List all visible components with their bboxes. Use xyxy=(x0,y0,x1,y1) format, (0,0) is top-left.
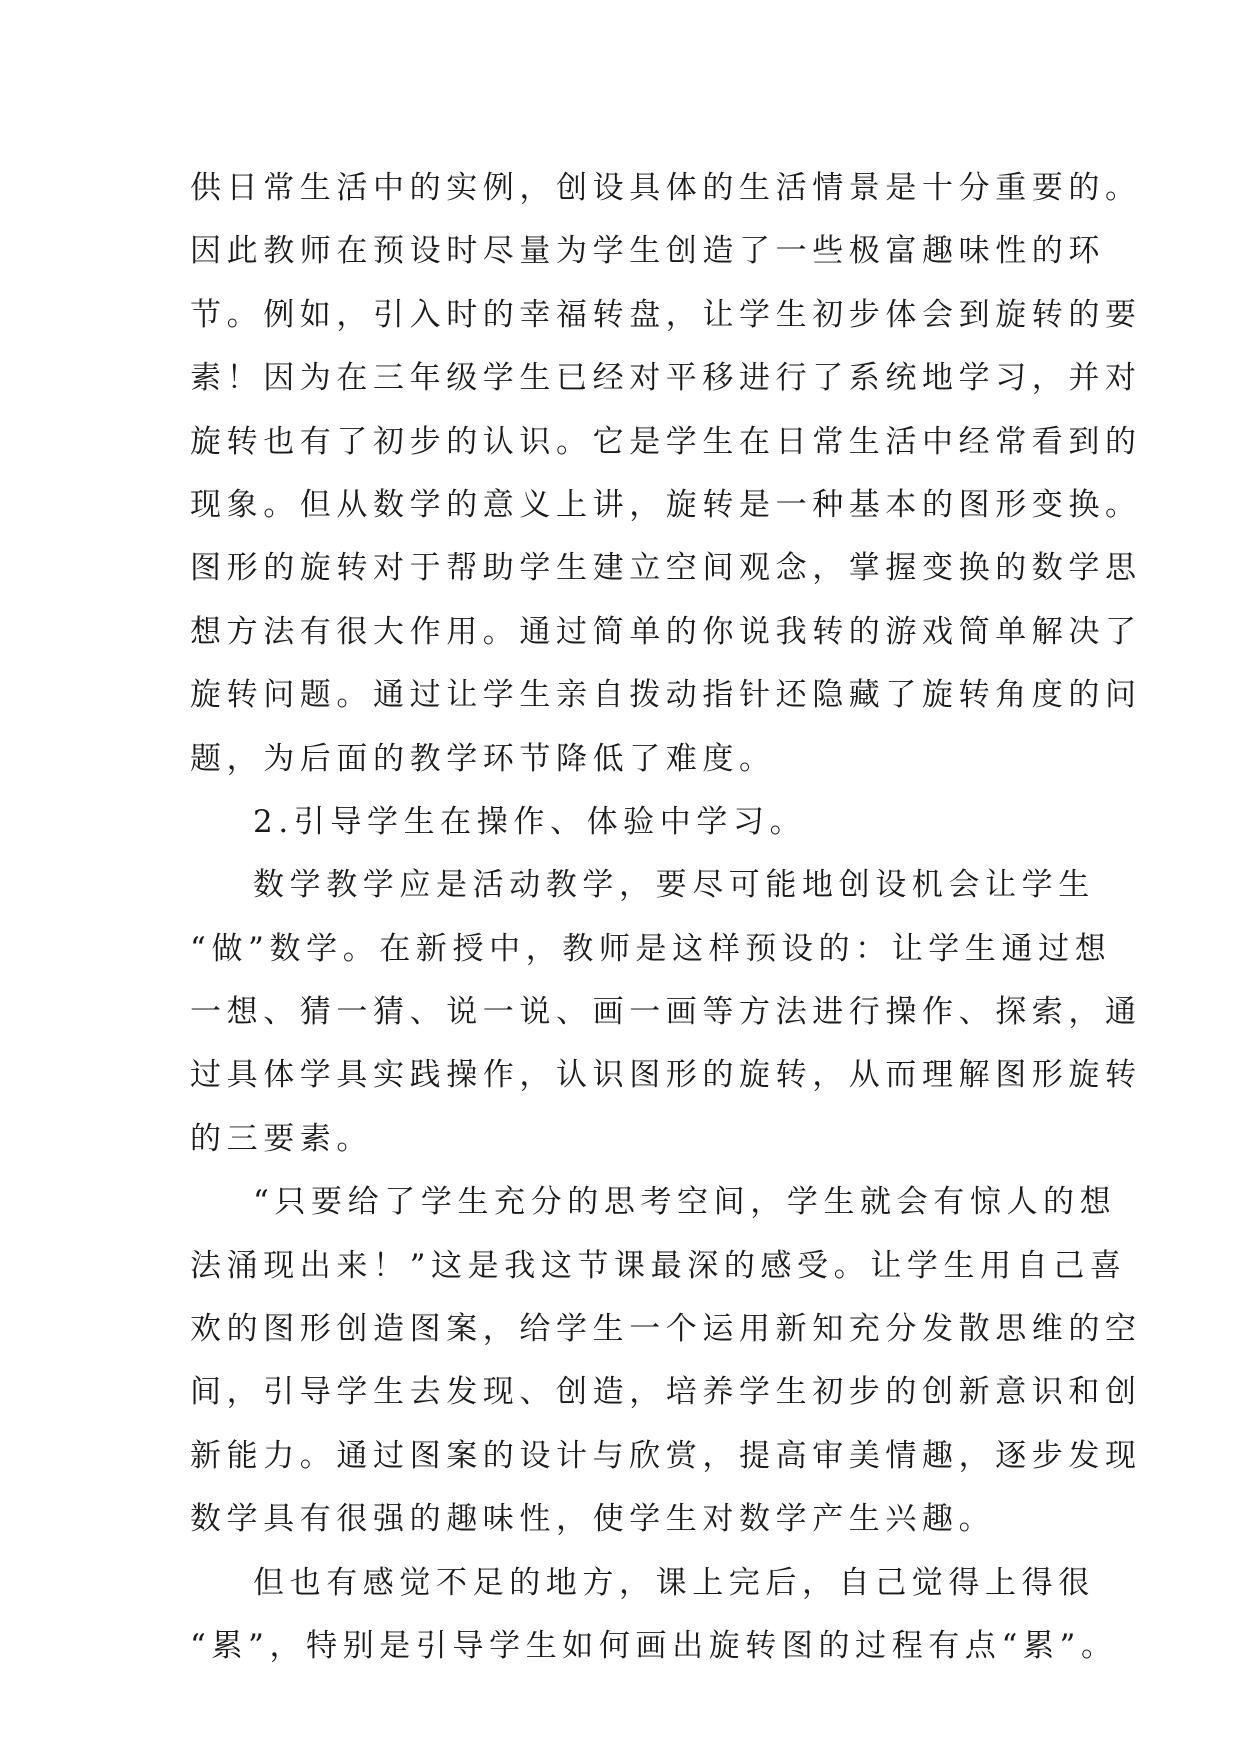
text-line: 节。例如，引入时的幸福转盘，让学生初步体会到旋转的要 xyxy=(190,296,1142,333)
text-line: 过具体学具实践操作，认识图形的旋转，从而理解图形旋转 xyxy=(190,1057,1142,1094)
text-line: 图形的旋转对于帮助学生建立空间观念，掌握变换的数学思 xyxy=(190,550,1142,587)
text-line: 新能力。通过图案的设计与欣赏，提高审美情趣，逐步发现 xyxy=(190,1437,1142,1474)
body-text xyxy=(190,157,1142,1678)
section-heading: 2.引导学生在操作、体验中学习。 xyxy=(253,803,807,840)
text-line: 旋转问题。通过让学生亲自拨动指针还隐藏了旋转角度的问 xyxy=(190,677,1142,714)
text-line: 想方法有很大作用。通过简单的你说我转的游戏简单解决了 xyxy=(190,613,1142,650)
text-line: 但也有感觉不足的地方，课上完后，自己觉得上得很 xyxy=(253,1564,1095,1601)
text-line: 一想、猜一猜、说一说、画一画等方法进行操作、探索，通 xyxy=(190,994,1142,1031)
text-line: 间，引导学生去发现、创造，培养学生初步的创新意识和创 xyxy=(190,1374,1142,1411)
text-line: 因此教师在预设时尽量为学生创造了一些极富趣味性的环 xyxy=(190,233,1105,270)
text-line: 的三要素。 xyxy=(190,1120,373,1157)
text-line: 题，为后面的教学环节降低了难度。 xyxy=(190,740,776,777)
text-line: 法涌现出来！”这是我这节课最深的感受。让学生用自己喜 xyxy=(190,1247,1127,1284)
text-line: “只要给了学生充分的思考空间，学生就会有惊人的想 xyxy=(253,1184,1117,1221)
text-line: 数学教学应是活动教学，要尽可能地创设机会让学生 xyxy=(253,867,1095,904)
text-line: 素！因为在三年级学生已经对平移进行了系统地学习，并对 xyxy=(190,360,1142,397)
text-line: 数学具有很强的趣味性，使学生对数学产生兴趣。 xyxy=(190,1501,996,1538)
text-line: 欢的图形创造图案，给学生一个运用新知充分发散思维的空 xyxy=(190,1311,1142,1348)
text-line: 旋转也有了初步的认识。它是学生在日常生活中经常看到的 xyxy=(190,423,1142,460)
text-line: “做”数学。在新授中，教师是这样预设的：让学生通过想 xyxy=(190,930,1112,967)
text-line: 现象。但从数学的意义上讲，旋转是一种基本的图形变换。 xyxy=(190,486,1142,523)
text-line: “累”，特别是引导学生如何画出旋转图的过程有点“累”。 xyxy=(190,1627,1118,1664)
text-line: 供日常生活中的实例，创设具体的生活情景是十分重要的。 xyxy=(190,170,1142,206)
